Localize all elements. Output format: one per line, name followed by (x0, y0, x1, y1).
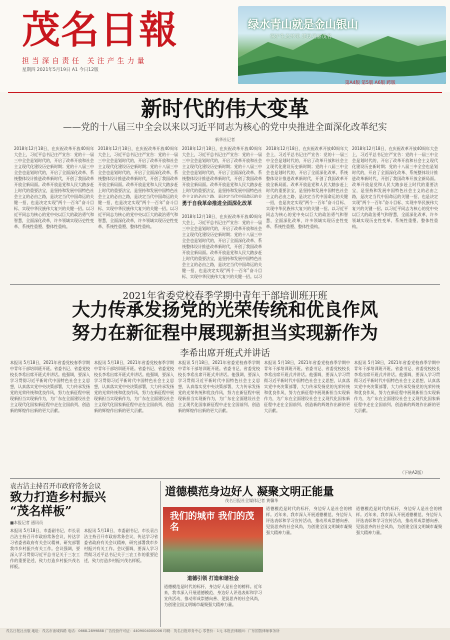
lead-byline: 新华社记者 (215, 137, 235, 142)
box-byline: ■本报记者 通讯员 (10, 520, 44, 525)
article1-column-3a: 2018年12月18日，在庆祝改革开放40周年大会上，习近平总书记庄严宣告：党的十一届三中全会是划时代的，开启了改革开放和社会主义现代化建设历史新时期；党的十八届三中全会也是划时代的，开启了全面深化改革、系统整体设计推进改革新时代，开创了我国改革开放全新局面。改革开放是党和人民大踏步赶上时代的重要法宝，是坚持和发展中国特色社会主义的必由之路，是决定当代中国命运的关 (182, 146, 262, 198)
footer-info: 茂名日报社出版 地址：茂名市油城四路 电话：0668-2899888 广告经营许可证：4409004000006 印刷：茂名日报印务中心 零售价：1元 本报法律顾问：广东国智律师事务所 (0, 628, 450, 640)
article3-column-3: 道德模范是时代的标杆，身边好人是社会的榜样。近年来，我市深入开展道德模范、身边好人评选表彰和学习宣传活动，推动形成崇德向善、见贤思齐的社会风尚，为创建全国文明城市凝聚强大精神力量。 (356, 506, 442, 535)
article2-headline-line2[interactable]: 努力在新征程中展现新担当实现新作为 (72, 323, 378, 344)
article1-column-1: 2018年12月18日，在庆祝改革开放40周年大会上，习近平总书记庄严宣告：党的十一届三中全会是划时代的，开启了改革开放和社会主义现代化建设历史新时期；党的十八届三中全会也是划时代的，开启了全面深化改革、系统整体设计推进改革新时代，开创了我国改革开放全新局面。改革开放是党和人民大踏步赶上时代的重要法宝，是坚持和发展中国特色社会主义的必由之路，是决定当代中国命运的关键一招，也是决定实现“两个一百年”奋斗目标、实现中华民族伟大复兴的关键一招。以习近平同志为核心的党中央以巨大的政治勇气和智慧，全面深化改革，许多领域实现历史性变革、系统性重塑、整体性重构。 (14, 146, 94, 229)
lead-subheadline: ——党的十八届三中全会以来以习近平同志为核心的党中央推进全面深化改革纪实 (62, 123, 387, 133)
article3-headline[interactable]: 道德模范身边好人 凝聚文明正能量 (165, 485, 334, 498)
box-column-2: 本报讯 5月18日，市委副书记、市长袁古洁主持召开市政府常务会议，传达学习省委省政府有关会议精神，研究部署我市乡村振兴有关工作。会议强调，要深入学习贯彻习近平总书记关于三农工作的重要论述，致力打造乡村振兴茂名样板。 (84, 528, 158, 563)
article2-column-3: 本报讯 5月18日，2021年省委党校春季学期中青年干部培训班开班。省委书记、省委党校校长李希出席开班式并讲话。他强调，要深入学习贯彻习近平新时代中国特色社会主义思想，认真落实党中央决策部署，大力传承发扬党的光荣传统和优良作风，努力在新征程中展现新担当实现新作为，为广东在全面建设社会主义现代化国家新征程中走在全国前列、创造新的辉煌作出新的更大贡献。 (178, 360, 260, 413)
newspaper-slogan: 担当深自责任 关注产生力量 (22, 57, 148, 65)
box-headline-line1[interactable]: 致力打造乡村振兴 (10, 490, 107, 504)
article3-sidebar-title: 道德引领 打造和谐社会 (187, 576, 239, 582)
article2-column-1: 本报讯 5月18日，2021年省委党校春季学期中青年干部培训班开班。省委书记、省委党校校长李希出席开班式并讲话。他强调，要深入学习贯彻习近平新时代中国特色社会主义思想，认真落实党中央决策部署，大力传承发扬党的光荣传统和优良作风，努力在新征程中展现新担当实现新作为，为广东在全面建设社会主义现代化国家新征程中走在全国前列、创造新的辉煌作出新的更大贡献。 (10, 360, 90, 413)
newspaper-logo: 茂名日報 (22, 7, 179, 52)
article2-column-5: 本报讯 5月18日，2021年省委党校春季学期中青年干部培训班开班。省委书记、省委党校校长李希出席开班式并讲话。他强调，要深入学习贯彻习近平新时代中国特色社会主义思想，认真落实党中央决策部署，大力传承发扬党的光荣传统和优良作风，努力在新征程中展现新担当实现新作为，为广东在全面建设社会主义现代化国家新征程中走在全国前列、创造新的辉煌作出新的更大贡献。 (354, 360, 440, 413)
edition-links[interactable]: 第A4版 第5版 A6版 跨版 (345, 81, 396, 86)
article1-column-5: 2018年12月18日，在庆祝改革开放40周年大会上，习近平总书记庄严宣告：党的十一届三中全会是划时代的，开启了改革开放和社会主义现代化建设历史新时期；党的十八届三中全会也是划时代的，开启了全面深化改革、系统整体设计推进改革新时代，开创了我国改革开放全新局面。改革开放是党和人民大踏步赶上时代的重要法宝，是坚持和发展中国特色社会主义的必由之路，是决定当代中国命运的关键一招，也是决定实现“两个一百年”奋斗目标、实现中华民族伟大复兴的关键一招。以习近平同志为核心的党中央以巨大的政治勇气和智慧，全面深化改革，许多领域实现历史性变革、系统性重塑、整体性重构。 (352, 146, 438, 229)
section-divider-2 (10, 478, 440, 479)
section-divider (10, 284, 440, 285)
column-rule (160, 481, 161, 627)
article2-kicker: 2021年省委党校春季学期中青年干部培训班开班 (122, 291, 328, 302)
lead-headline[interactable]: 新时代的伟大变革 (141, 96, 309, 121)
banner-subtitle: 保护生态环境 建设美丽茂名 (270, 34, 332, 40)
article2-column-2: 本报讯 5月18日，2021年省委党校春季学期中青年干部培训班开班。省委书记、省委党校校长李希出席开班式并讲话。他强调，要深入学习贯彻习近平新时代中国特色社会主义思想，认真落实党中央决策部署，大力传承发扬党的光荣传统和优良作风，努力在新征程中展现新担当实现新作为，为广东在全面建设社会主义现代化国家新征程中走在全国前列、创造新的辉煌作出新的更大贡献。 (94, 360, 174, 413)
photo-title: 我们的城市 我们的茂名 (170, 512, 255, 533)
article3-column-2: 道德模范是时代的标杆，身边好人是社会的榜样。近年来，我市深入开展道德模范、身边好人评选表彰和学习宣传活动，推动形成崇德向善、见贤思齐的社会风尚，为创建全国文明城市凝聚强大精神力量。 (266, 506, 352, 535)
article2-headline-line1[interactable]: 大力传承发扬党的光荣传统和优良作风 (72, 300, 378, 321)
article3-byline: 茂名日报社全媒体记者 黄馨华 (225, 498, 279, 503)
box-kicker: 袁古洁主持召开市政府常务会议 (10, 482, 101, 490)
box-headline-line2[interactable]: “茂名样板” (10, 504, 72, 518)
box-column-1: 本报讯 5月18日，市委副书记、市长袁古洁主持召开市政府常务会议，传达学习省委省政府有关会议精神，研究部署我市乡村振兴有关工作。会议强调，要深入学习贯彻习近平总书记关于三农工作的重要论述，致力打造乡村振兴茂名样板。 (10, 528, 80, 569)
article1-column-2: 2018年12月18日，在庆祝改革开放40周年大会上，习近平总书记庄严宣告：党的十一届三中全会是划时代的，开启了改革开放和社会主义现代化建设历史新时期；党的十八届三中全会也是划时代的，开启了全面深化改革、系统整体设计推进改革新时代，开创了我国改革开放全新局面。改革开放是党和人民大踏步赶上时代的重要法宝，是坚持和发展中国特色社会主义的必由之路，是决定当代中国命运的关键一招，也是决定实现“两个一百年”奋斗目标、实现中华民族伟大复兴的关键一招。以习近平同志为核心的党中央以巨大的政治勇气和智慧，全面深化改革，许多领域实现历史性变革、系统性重塑、整体性重构。 (98, 146, 178, 229)
article1-section-title: 勇于自我革命推进全面深化改革 (182, 201, 253, 207)
article2-column-4: 本报讯 5月18日，2021年省委党校春季学期中青年干部培训班开班。省委书记、省委党校校长李希出席开班式并讲话。他强调，要深入学习贯彻习近平新时代中国特色社会主义思想，认真落实党中央决策部署，大力传承发扬党的光荣传统和优良作风，努力在新征程中展现新担当实现新作为，为广东在全面建设社会主义现代化国家新征程中走在全国前列、创造新的辉煌作出新的更大贡献。 (264, 360, 350, 413)
article2-subheadline: 李希出席开班式并讲话 (179, 349, 270, 359)
article1-column-3b: 2018年12月18日，在庆祝改革开放40周年大会上，习近平总书记庄严宣告：党的十一届三中全会是划时代的，开启了改革开放和社会主义现代化建设历史新时期；党的十八届三中全会也是划时代的，开启了全面深化改革、系统整体设计推进改革新时代，开创了我国改革开放全新局面。改革开放是党和人民大踏步赶上时代的重要法宝，是坚持和发展中国特色社会主义的必由之路，是决定当代中国命运的关键一招，也是决定实现“两个一百年”奋斗目标、实现中华民族伟大复兴的关键一招。以习 (182, 214, 262, 279)
publication-info: 星期四 2021年5月19日 A1 今日12版 (22, 68, 99, 73)
article3-photo-caption: 道德模范是时代的标杆，身边好人是社会的榜样。近年来，我市深入开展道德模范、身边好人评选表彰和学习宣传活动，推动形成崇德向善、见贤思齐的社会风尚，为创建全国文明城市凝聚强大精神力量。 (164, 584, 262, 607)
article1-column-4: 2018年12月18日，在庆祝改革开放40周年大会上，习近平总书记庄严宣告：党的十一届三中全会是划时代的，开启了改革开放和社会主义现代化建设历史新时期；党的十八届三中全会也是划时代的，开启了全面深化改革、系统整体设计推进改革新时代，开创了我国改革开放全新局面。改革开放是党和人民大踏步赶上时代的重要法宝，是坚持和发展中国特色社会主义的必由之路，是决定当代中国命运的关键一招，也是决定实现“两个一百年”奋斗目标、实现中华民族伟大复兴的关键一招。以习近平同志为核心的党中央以巨大的政治勇气和智慧，全面深化改革，许多领域实现历史性变革、系统性重塑、整体性重构。 (266, 146, 348, 229)
article2-continued[interactable]: （下转A2版） (400, 470, 426, 475)
banner-title: 绿水青山就是金山银山 (248, 18, 358, 31)
